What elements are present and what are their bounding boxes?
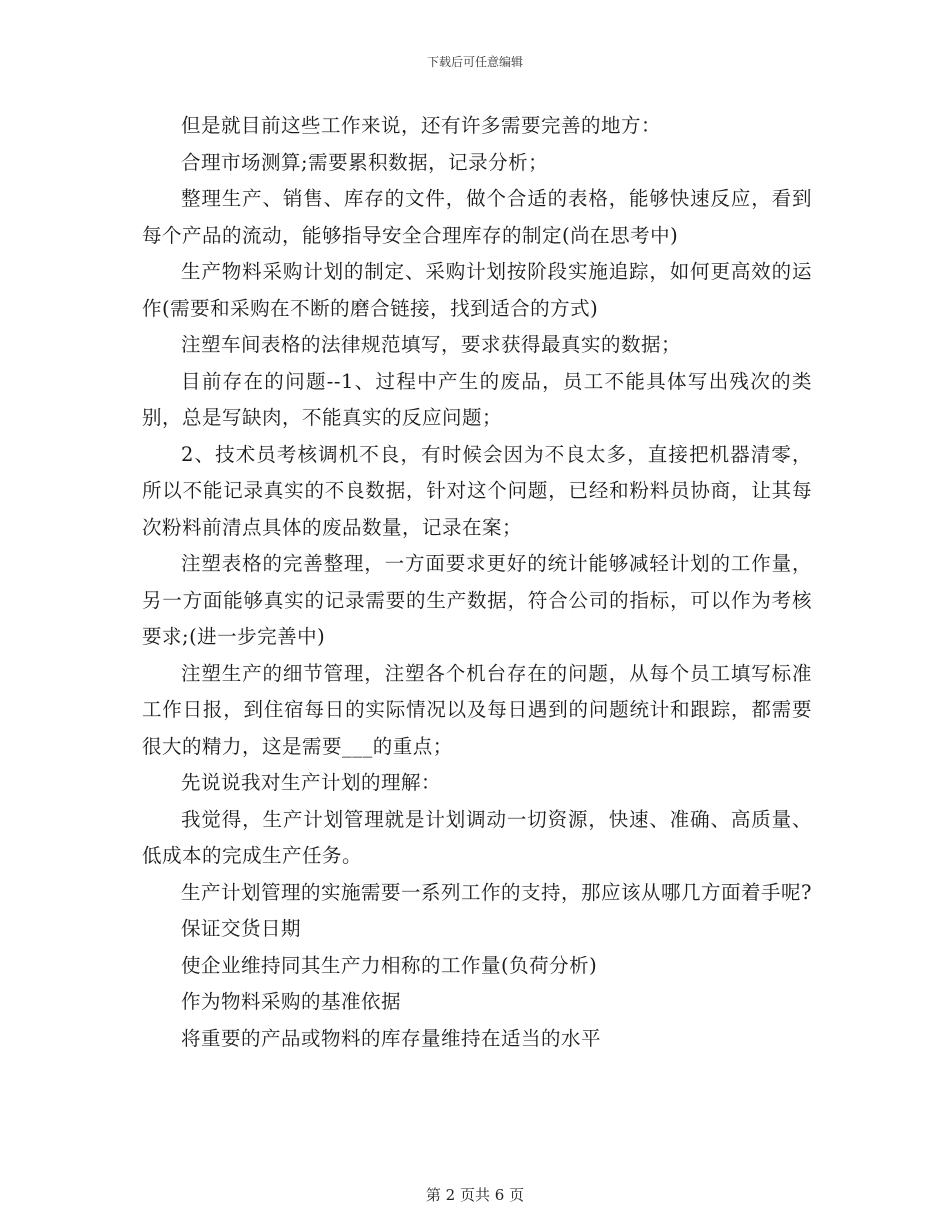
paragraph: 目前存在的问题--1、过程中产生的废品，员工不能具体写出残次的类别，总是写缺肉，不能真实的反应问题； — [142, 369, 812, 429]
paragraph: 生产计划管理的实施需要一系列工作的支持，那应该从哪几方面着手呢? — [181, 880, 812, 904]
paragraph: 先说说我对生产计划的理解： — [181, 771, 442, 794]
paragraph: 但是就目前这些工作来说，还有许多需要完善的地方： — [181, 114, 662, 137]
paragraph: 将重要的产品或物料的库存量维持在适当的水平 — [181, 1026, 602, 1050]
paragraph: 合理市场测算;需要累积数据，记录分析； — [181, 150, 549, 174]
document-body — [142, 108, 812, 1057]
paragraph: 2、技术员考核调机不良，有时候会因为不良太多，直接把机器清零，所以不能记录真实的不良数据，针对这个问题，已经和粉料员协商，让其每次粉料前清点具体的废品数量，记录在案； — [142, 442, 812, 539]
paragraph: 注塑车间表格的法律规范填写，要求获得最真实的数据； — [181, 333, 682, 356]
paragraph: 注塑表格的完善整理，一方面要求更好的统计能够减轻计划的工作量，另一方面能够真实的记录需要的生产数据，符合公司的指标，可以作为考核要求;(进一步完善中) — [142, 552, 812, 648]
paragraph: 作为物料采购的基准依据 — [181, 990, 402, 1013]
page-number: 第 2 页共 6 页 — [425, 1186, 525, 1204]
page-header-note: 下载后可任意编辑 — [426, 55, 523, 69]
paragraph: 使企业维持同其生产力相称的工作量(负荷分析) — [181, 953, 598, 977]
paragraph: 我觉得，生产计划管理就是计划调动一切资源，快速、准确、高质量、低成本的完成生产任务。 — [142, 807, 812, 867]
paragraph: 整理生产、销售、库存的文件，做个合适的表格，能够快速反应，看到每个产品的流动，能够指导安全合理库存的制定(尚在思考中) — [142, 187, 812, 247]
paragraph: 生产物料采购计划的制定、采购计划按阶段实施追踪，如何更高效的运作(需要和采购在不断的磨合链接，找到适合的方式) — [142, 260, 812, 320]
paragraph: 保证交货日期 — [181, 917, 302, 940]
paragraph: 注塑生产的细节管理，注塑各个机台存在的问题，从每个员工填写标准工作日报，到住宿每日的实际情况以及每日遇到的问题统计和跟踪，都需要很大的精力，这是需要___的重点； — [142, 661, 812, 758]
